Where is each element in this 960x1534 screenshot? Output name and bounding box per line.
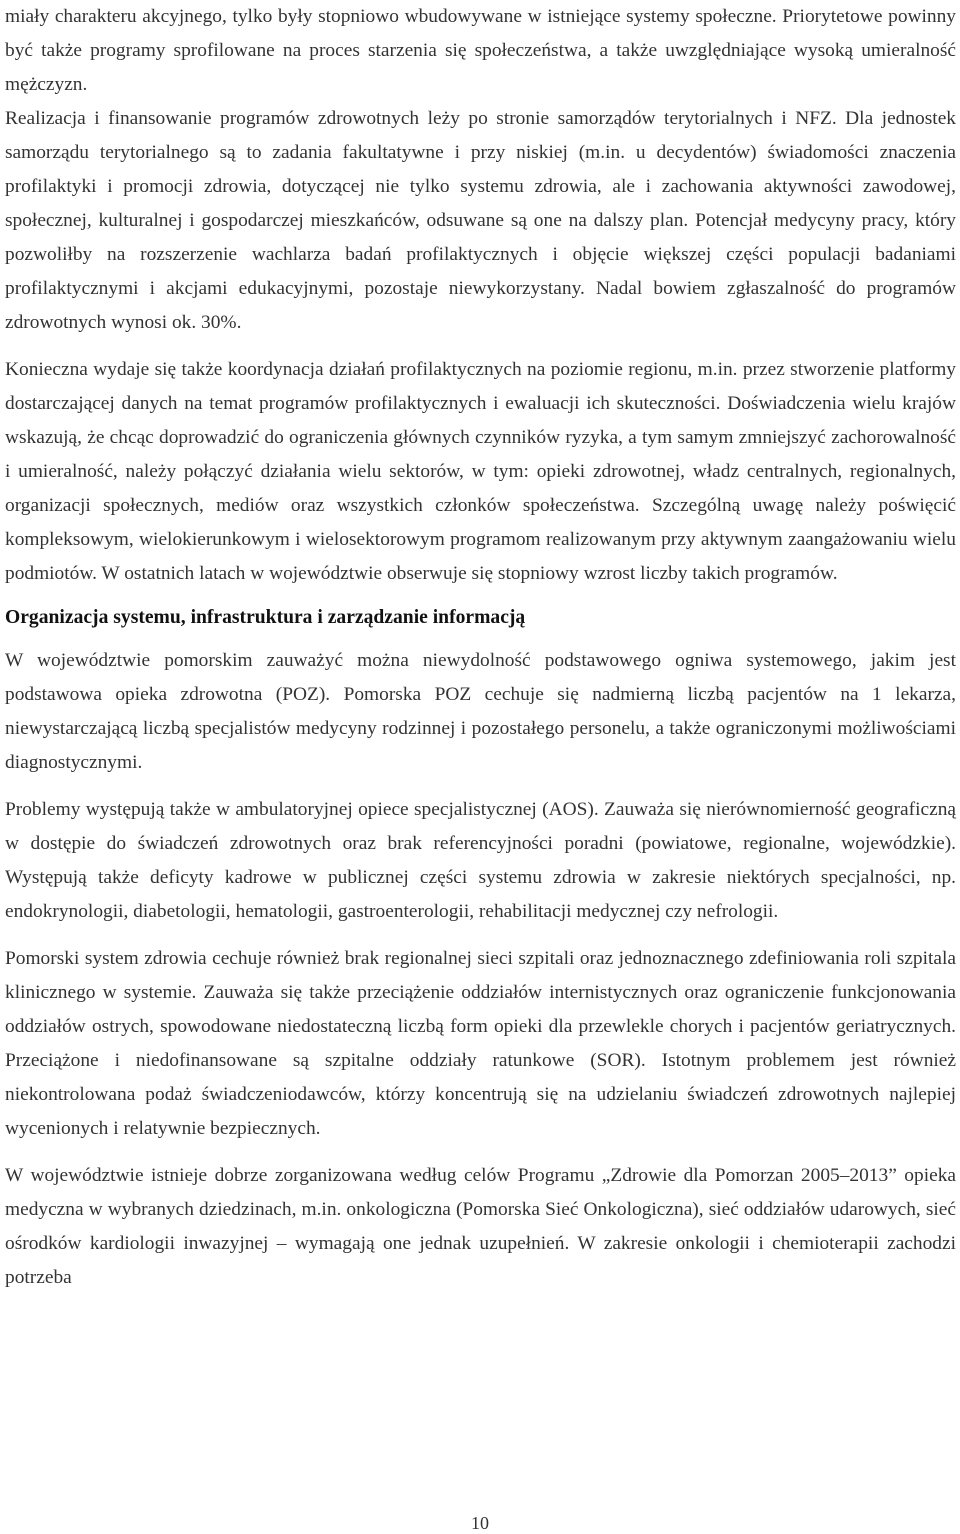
paragraph-continuation: miały charakteru akcyjnego, tylko były stopniowo wbudowywane w istniejące systemy społeczne. Priorytetowe powinny być także programy sprofilowane na proces starzenia się społeczeństwa, a także uwzględniające wysoką umieralność mężczyzn. [5,6,956,95]
paragraph-aos: Problemy występują także w ambulatoryjnej opiece specjalistycznej (AOS). Zauważa się nierównomierność geograficzną w dostępie do świadczeń zdrowotnych oraz brak referencyjności poradni (powiatowe, regionalne, wojewódzkie). Występują także deficyty kadrowe w publicznej części systemu zdrowia w zakresie niektórych specjalności, np. endokrynologii, diabetologii, hematologii, gastroenterologii, rehabilitacji medycznej czy nefrologii. [5,799,956,922]
paragraph-program-zdrowie: W województwie istnieje dobrze zorganizowana według celów Programu „Zdrowie dla Pomorzan 2005–2013” opieka medyczna w wybranych dziedzinach, m.in. onkologiczna (Pomorska Sieć Onkologiczna), sieć oddziałów udarowych, sieć ośrodków kardiologii inwazyjnej – wymagają one jednak uzupełnień. W zakresie onkologii i chemioterapii zachodzi potrzeba [5,1165,956,1288]
paragraph-coordination: Konieczna wydaje się także koordynacja działań profilaktycznych na poziomie regionu, m.in. przez stworzenie platformy dostarczającej danych na temat programów profilaktycznych i ewaluacji ich skuteczności. Doświadczenia wielu krajów wskazują, że chcąc doprowadzić do ograniczenia głównych czynników ryzyka, a tym samym zmniejszyć zachorowalność i umieralność, należy połączyć działania wielu sektorów, w tym: opieki zdrowotnej, władz centralnych, regionalnych, organizacji społecznych, mediów oraz wszystkich członków społeczeństwa. Szczególną uwagę należy poświęcić kompleksowym, wielokierunkowym i wielosektorowym programom realizowanym przy aktywnym zaangażowaniu wielu podmiotów. W ostatnich latach w województwie obserwuje się stopniowy wzrost liczby takich programów. [5,359,956,584]
paragraph-poz: W województwie pomorskim zauważyć można niewydolność podstawowego ogniwa systemowego, jakim jest podstawowa opieka zdrowotna (POZ). Pomorska POZ cechuje się nadmierną liczbą pacjentów na 1 lekarza, niewystarczającą liczbą specjalistów medycyny rodzinnej i pozostałego personelu, a także ograniczonymi możliwościami diagnostycznymi. [5,650,956,773]
paragraph-hospitals: Pomorski system zdrowia cechuje również brak regionalnej sieci szpitali oraz jednoznacznego zdefiniowania roli szpitala klinicznego w systemie. Zauważa się także przeciążenie oddziałów internistycznych oraz ograniczenie funkcjonowania oddziałów ostrych, spowodowane niedostateczną liczbą form opieki dla przewlekle chorych i pacjentów geriatrycznych. Przeciążone i niedofinansowane są szpitalne oddziały ratunkowe (SOR). Istotnym problemem jest również niekontrolowana podaż świadczeniodawców, którzy koncentrują się na udzielaniu świadczeń zdrowotnych najlepiej wycenionych i relatywnie bezpiecznych. [5,948,956,1139]
document-page [5,0,956,1295]
paragraph-program-financing: Realizacja i finansowanie programów zdrowotnych leży po stronie samorządów terytorialnych i NFZ. Dla jednostek samorządu terytorialnego są to zadania fakultatywne i przy niskiej (m.in. u decydentów) świadomości znaczenia profilaktyki i promocji zdrowia, dotyczącej nie tylko systemu zdrowia, ale i zachowania aktywności zawodowej, społecznej, kulturalnej i gospodarczej mieszkańców, odsuwane są one na dalszy plan. Potencjał medycyny pracy, który pozwoliłby na rozszerzenie wachlarza badań profilaktycznych i objęcie większej części populacji badaniami profilaktycznymi i akcjami edukacyjnymi, pozostaje niewykorzystany. Nadal bowiem zgłaszalność do programów zdrowotnych wynosi ok. 30%. [5,108,956,333]
section-heading: Organizacja systemu, infrastruktura i zarządzanie informacją [5,607,526,628]
page-number: 10 [471,1513,489,1533]
